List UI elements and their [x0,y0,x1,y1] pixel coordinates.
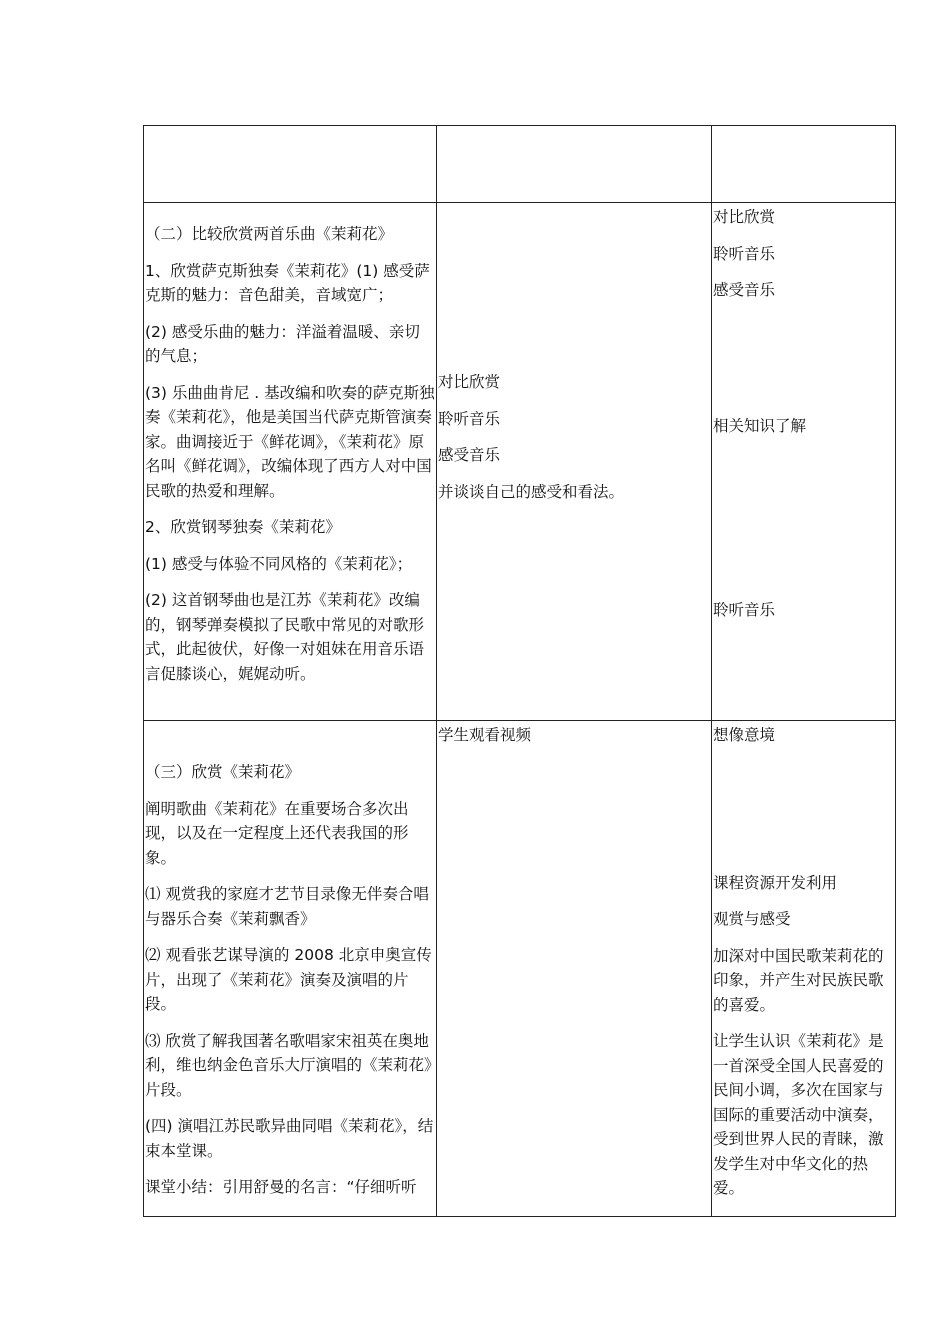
empty-cell [712,126,896,203]
design-intent-cell [712,721,896,1217]
paragraph: (2) 感受乐曲的魅力：洋溢着温暖、亲切的气息； [145,322,420,365]
paragraph: ⑴ 观赏我的家庭才艺节目录像无伴奏合唱与器乐合奏《茉莉飘香》 [145,885,429,928]
intent-item: 课程资源开发利用 [713,873,838,892]
paragraph: (四) 演唱江苏民歌异曲同唱《茉莉花》，结束本堂课。 [145,1117,434,1160]
intent-item: 对比欣赏 [713,208,776,226]
intent-item: 想像意境 [713,726,776,744]
lesson-plan-table [143,125,896,1217]
content-cell [144,203,437,721]
intent-item: 观赏与感受 [713,910,791,928]
section-heading: （三）欣赏《茉莉花》 [145,763,301,781]
paragraph: 1、欣赏萨克斯独奏《茉莉花》(1) 感受萨克斯的魅力：音色甜美，音域宽广； [145,261,430,304]
design-intent-cell [712,203,896,721]
paragraph: (3) 乐曲曲肯尼 . 基改编和吹奏的萨克斯独奏《茉莉花》，他是美国当代萨克斯管演奏家。曲调接近于《鲜花调》，《茉莉花》原名叫《鲜花调》，改编体现了西方人对中国民歌的热爱和理解。 [145,383,435,500]
paragraph: ⑶ 欣赏了解我国著名歌唱家宋祖英在奥地利，维也纳金色音乐大厅演唱的《茉莉花》片段。 [145,1031,432,1099]
activity-item: 学生观看视频 [438,726,532,744]
paragraph: 2、欣赏钢琴独奏《茉莉花》 [145,518,341,536]
paragraph: 阐明歌曲《茉莉花》在重要场合多次出现，以及在一定程度上还代表我国的形象。 [145,799,409,867]
empty-cell [144,126,437,203]
activity-item: 对比欣赏 [438,373,501,391]
intent-item: 相关知识了解 [713,416,807,435]
table-row [144,126,896,203]
student-activity-cell [437,721,712,1217]
empty-cell [437,126,712,203]
intent-item: 感受音乐 [713,281,776,299]
student-activity-cell [437,203,712,721]
intent-item: 聆听音乐 [713,244,776,263]
intent-item: 让学生认识《茉莉花》是一首深受全国人民喜爱的民间小调，多次在国家与国际的重要活动中演奏，受到世界人民的青睐，激发学生对中华文化的热爱。 [713,1032,884,1197]
activity-item: 聆听音乐 [438,409,501,428]
table-row [144,203,896,721]
intent-item: 加深对中国民歌茉莉花的印象，并产生对民族民歌的喜爱。 [713,946,884,1014]
content-cell [144,721,437,1217]
activity-item: 感受音乐 [438,446,501,464]
table-row [144,721,896,1217]
paragraph: 课堂小结：引用舒曼的名言：“仔细听听 [145,1178,417,1196]
paragraph: ⑵ 观看张艺谋导演的 2008 北京申奥宣传片，出现了《茉莉花》演奏及演唱的片段。 [145,946,432,1013]
paragraph: (2) 这首钢琴曲也是江苏《茉莉花》改编的，钢琴弹奏模拟了民歌中常见的对歌形式，此起彼伏，好像一对姐妹在用音乐语言促膝谈心，娓娓动听。 [145,591,425,683]
section-heading: （二）比较欣赏两首乐曲《茉莉花》 [145,225,394,243]
intent-item: 聆听音乐 [713,601,776,619]
activity-item: 并谈谈自己的感受和看法。 [438,482,625,501]
paragraph: (1) 感受与体验不同风格的《茉莉花》； [145,554,413,573]
